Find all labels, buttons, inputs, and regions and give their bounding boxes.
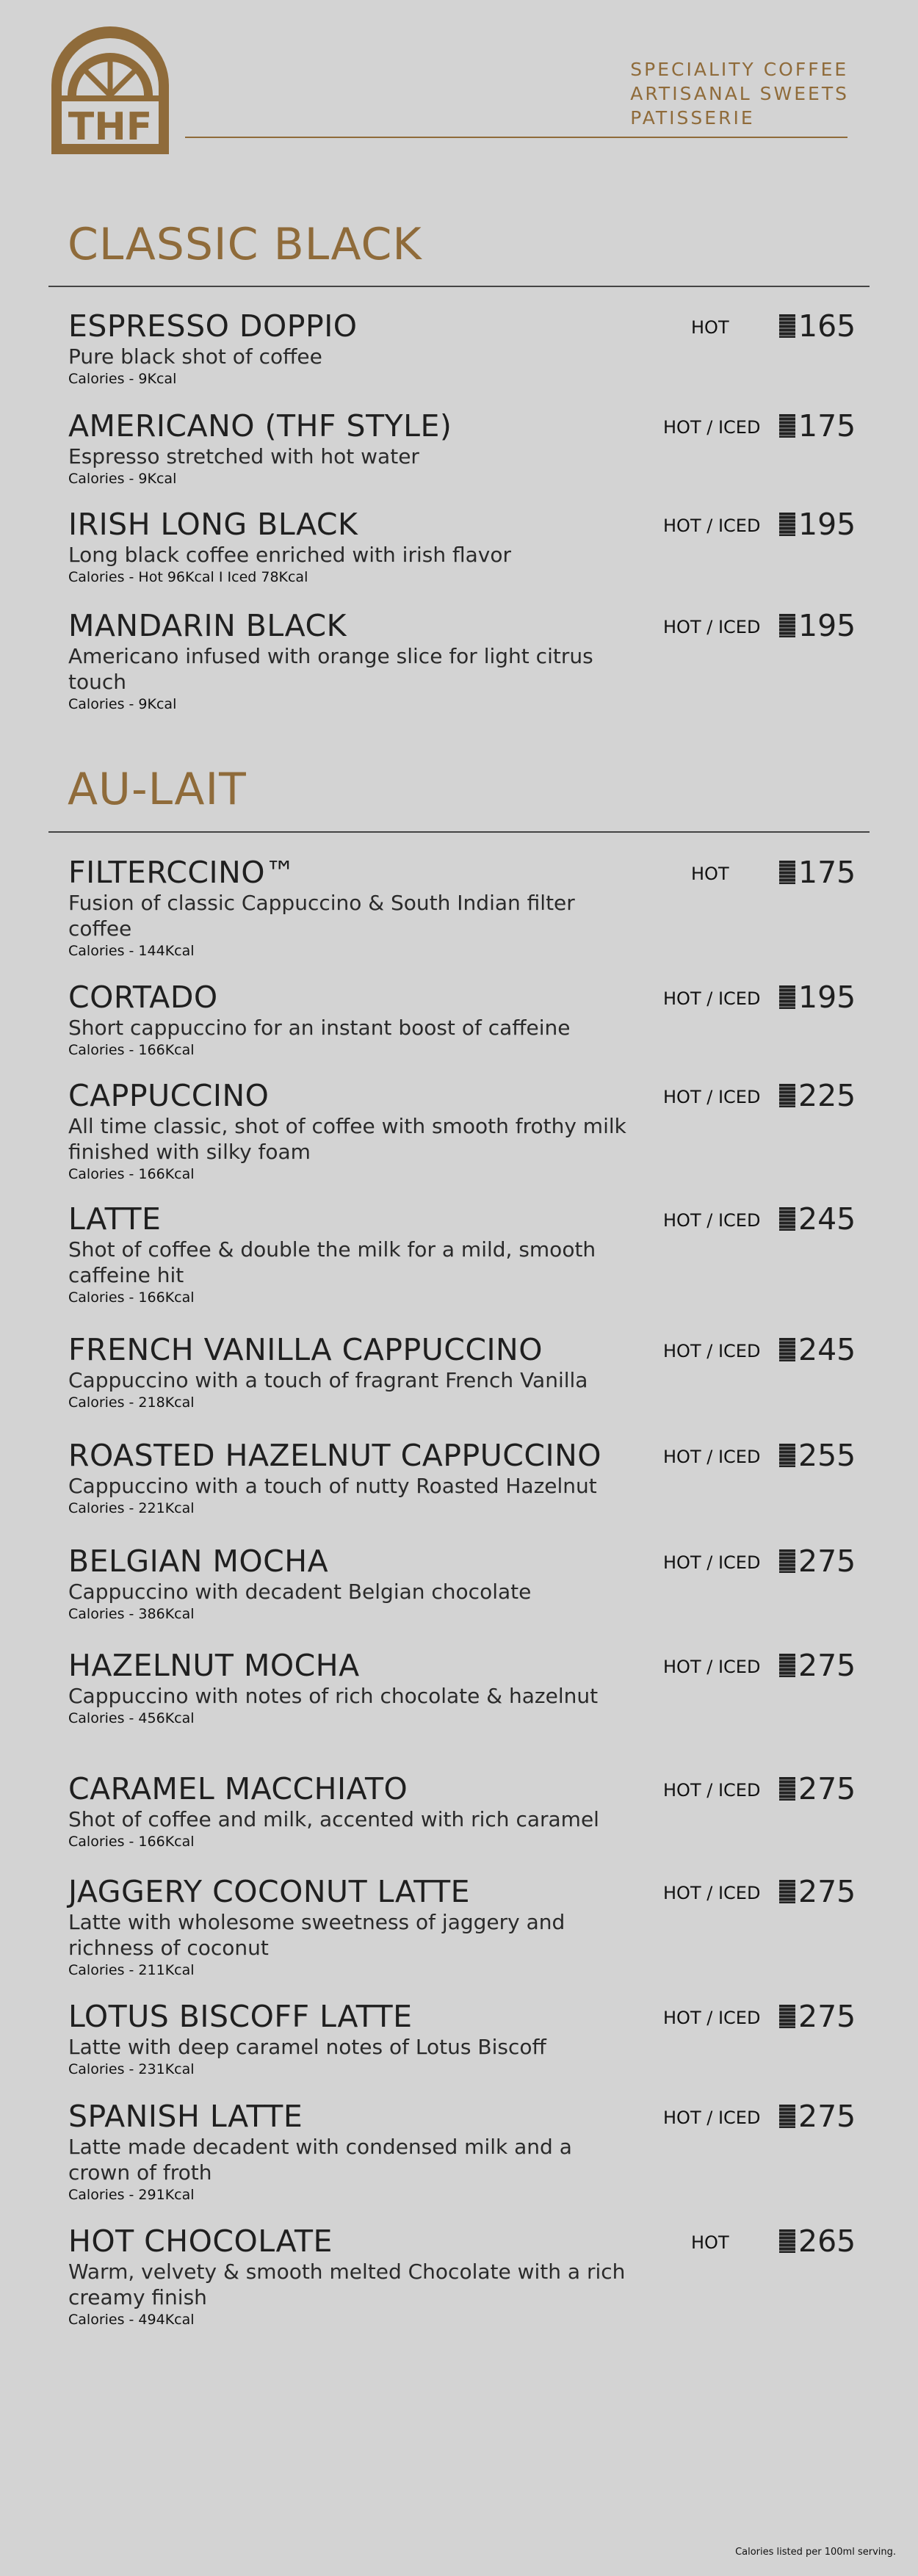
rupee-icon: [779, 314, 795, 338]
item-name: HAZELNUT MOCHA: [68, 1648, 360, 1683]
item-price: [779, 1544, 856, 1579]
item-temperature: HOT / ICED: [663, 1552, 761, 1573]
menu-item: [68, 1332, 861, 1412]
item-price-value: 195: [798, 980, 856, 1015]
calories-footnote: Calories listed per 100ml serving.: [735, 2547, 896, 2558]
thf-logo: [47, 22, 173, 159]
logo-text: THF: [68, 105, 153, 149]
item-price-value: 275: [798, 1999, 856, 2034]
item-calories: Calories - 166Kcal: [68, 1166, 195, 1182]
section-title-classic-black: CLASSIC BLACK: [68, 219, 422, 270]
item-description: Cappuccino with decadent Belgian chocolate: [68, 1580, 532, 1604]
item-temperature: HOT / ICED: [663, 617, 761, 637]
tagline: [630, 57, 849, 130]
item-price-value: 275: [798, 2099, 856, 2134]
item-price: [779, 1078, 856, 1113]
item-price-value: 175: [798, 855, 856, 890]
item-calories: Calories - Hot 96Kcal I Iced 78Kcal: [68, 569, 308, 585]
item-name: HOT CHOCOLATE: [68, 2224, 333, 2259]
item-temperature: HOT: [691, 864, 729, 884]
menu-item: [68, 608, 861, 714]
item-price-value: 275: [798, 1874, 856, 1909]
item-price-value: 245: [798, 1201, 856, 1237]
item-price-value: 225: [798, 1078, 856, 1113]
item-description: Cappuccino with a touch of nutty Roasted Hazelnut: [68, 1474, 597, 1498]
tagline-line: PATISSERIE: [630, 107, 755, 129]
item-price: [779, 2099, 856, 2134]
item-calories: Calories - 144Kcal: [68, 943, 195, 959]
header-divider: [185, 137, 847, 138]
tagline-line: ARTISANAL SWEETS: [630, 83, 849, 104]
section-divider: [48, 286, 870, 287]
item-temperature: HOT: [691, 317, 729, 338]
menu-item: [68, 1201, 861, 1307]
item-price: [779, 507, 856, 542]
item-name: CORTADO: [68, 980, 218, 1015]
item-description: Latte made decadent with condensed milk and a crown of froth: [68, 2135, 572, 2185]
item-calories: Calories - 494Kcal: [68, 2312, 195, 2328]
item-calories: Calories - 166Kcal: [68, 1834, 195, 1850]
item-price-value: 245: [798, 1332, 856, 1367]
rupee-icon: [779, 1549, 795, 1573]
rupee-icon: [779, 1338, 795, 1361]
item-price: [779, 2224, 856, 2259]
item-temperature: HOT / ICED: [663, 1883, 761, 1903]
item-name: JAGGERY COCONUT LATTE: [68, 1874, 471, 1909]
item-temperature: HOT / ICED: [663, 988, 761, 1009]
item-price: [779, 408, 856, 444]
item-price-value: 265: [798, 2224, 856, 2259]
item-description: Pure black shot of coffee: [68, 344, 322, 369]
item-name: FRENCH VANILLA CAPPUCCINO: [68, 1332, 543, 1367]
item-calories: Calories - 166Kcal: [68, 1042, 195, 1058]
menu-item: [68, 1771, 861, 1851]
item-temperature: HOT / ICED: [663, 515, 761, 536]
item-price-value: 195: [798, 608, 856, 643]
item-price-value: 165: [798, 308, 856, 344]
menu-item: [68, 2099, 861, 2204]
item-price: [779, 1438, 856, 1473]
item-price: [779, 308, 856, 344]
rupee-icon: [779, 985, 795, 1009]
item-temperature: HOT / ICED: [663, 1780, 761, 1801]
menu-item: [68, 1438, 861, 1518]
item-price-value: 275: [798, 1648, 856, 1683]
menu-item: [68, 408, 861, 488]
item-name: FILTERCCINO™: [68, 855, 296, 890]
item-description: Shot of coffee & double the milk for a mild, smooth caffeine hit: [68, 1237, 596, 1287]
section-divider: [48, 831, 870, 833]
item-name: AMERICANO (THF STYLE): [68, 408, 452, 444]
item-description: Cappuccino with a touch of fragrant French Vanilla: [68, 1368, 588, 1392]
tagline-line: SPECIALITY COFFEE: [630, 59, 849, 80]
rupee-icon: [779, 2005, 795, 2028]
menu-item: [68, 2224, 861, 2329]
item-name: IRISH LONG BLACK: [68, 507, 358, 542]
item-name: SPANISH LATTE: [68, 2099, 303, 2134]
item-price: [779, 1332, 856, 1367]
item-price: [779, 1771, 856, 1806]
item-calories: Calories - 386Kcal: [68, 1606, 195, 1622]
item-description: Latte with deep caramel notes of Lotus Biscoff: [68, 2035, 546, 2059]
menu-item: [68, 507, 861, 587]
item-price: [779, 1999, 856, 2034]
menu-item: [68, 308, 861, 388]
item-calories: Calories - 291Kcal: [68, 2187, 195, 2203]
item-price-value: 175: [798, 408, 856, 444]
item-name: CARAMEL MACCHIATO: [68, 1771, 408, 1806]
item-description: Short cappuccino for an instant boost of caffeine: [68, 1016, 571, 1040]
item-temperature: HOT / ICED: [663, 417, 761, 438]
item-temperature: HOT / ICED: [663, 2108, 761, 2128]
item-price-value: 255: [798, 1438, 856, 1473]
rupee-icon: [779, 1777, 795, 1801]
rupee-icon: [779, 861, 795, 884]
menu-item: [68, 980, 861, 1060]
item-temperature: HOT / ICED: [663, 1087, 761, 1107]
item-temperature: HOT / ICED: [663, 1657, 761, 1677]
rupee-icon: [779, 1207, 795, 1231]
item-temperature: HOT / ICED: [663, 1447, 761, 1467]
menu-item: [68, 1648, 861, 1728]
rupee-icon: [779, 1654, 795, 1677]
menu-item: [68, 1078, 861, 1184]
item-calories: Calories - 456Kcal: [68, 1710, 195, 1726]
item-price: [779, 608, 856, 643]
item-calories: Calories - 221Kcal: [68, 1500, 195, 1516]
item-price: [779, 980, 856, 1015]
item-description: All time classic, shot of coffee with smooth frothy milk finished with silky foam: [68, 1114, 626, 1164]
item-price: [779, 1648, 856, 1683]
menu-item: [68, 1544, 861, 1624]
section-title-au-lait: AU-LAIT: [68, 764, 247, 815]
rupee-icon: [779, 1084, 795, 1107]
item-name: LATTE: [68, 1201, 162, 1237]
item-description: Latte with wholesome sweetness of jaggery and richness of coconut: [68, 1910, 565, 1960]
item-name: MANDARIN BLACK: [68, 608, 347, 643]
menu-item: [68, 855, 861, 960]
menu-item: [68, 1874, 861, 1980]
item-price-value: 275: [798, 1771, 856, 1806]
item-description: Shot of coffee and milk, accented with rich caramel: [68, 1807, 599, 1831]
rupee-icon: [779, 1444, 795, 1467]
item-name: LOTUS BISCOFF LATTE: [68, 1999, 413, 2034]
item-temperature: HOT: [691, 2232, 729, 2253]
item-calories: Calories - 9Kcal: [68, 371, 177, 387]
rupee-icon: [779, 513, 795, 536]
item-description: Fusion of classic Cappuccino & South Indian filter coffee: [68, 891, 575, 941]
item-calories: Calories - 166Kcal: [68, 1289, 195, 1306]
item-description: Americano infused with orange slice for light citrus touch: [68, 644, 593, 694]
item-price: [779, 1201, 856, 1237]
item-calories: Calories - 218Kcal: [68, 1394, 195, 1411]
item-description: Warm, velvety & smooth melted Chocolate with a rich creamy finish: [68, 2260, 626, 2309]
item-temperature: HOT / ICED: [663, 1341, 761, 1361]
item-price: [779, 1874, 856, 1909]
item-description: Long black coffee enriched with irish flavor: [68, 543, 511, 567]
rupee-icon: [779, 2105, 795, 2128]
item-name: BELGIAN MOCHA: [68, 1544, 329, 1579]
item-name: CAPPUCCINO: [68, 1078, 270, 1113]
item-temperature: HOT / ICED: [663, 2008, 761, 2028]
rupee-icon: [779, 2229, 795, 2253]
item-calories: Calories - 9Kcal: [68, 471, 177, 487]
item-price-value: 195: [798, 507, 856, 542]
item-name: ESPRESSO DOPPIO: [68, 308, 358, 344]
item-temperature: HOT / ICED: [663, 1210, 761, 1231]
item-calories: Calories - 211Kcal: [68, 1962, 195, 1978]
rupee-icon: [779, 414, 795, 438]
item-calories: Calories - 9Kcal: [68, 696, 177, 712]
rupee-icon: [779, 614, 795, 637]
item-description: Espresso stretched with hot water: [68, 444, 419, 468]
item-price-value: 275: [798, 1544, 856, 1579]
item-name: ROASTED HAZELNUT CAPPUCCINO: [68, 1438, 602, 1473]
item-description: Cappuccino with notes of rich chocolate & hazelnut: [68, 1684, 599, 1708]
rupee-icon: [779, 1880, 795, 1903]
item-calories: Calories - 231Kcal: [68, 2061, 195, 2077]
item-price: [779, 855, 856, 890]
menu-item: [68, 1999, 861, 2079]
